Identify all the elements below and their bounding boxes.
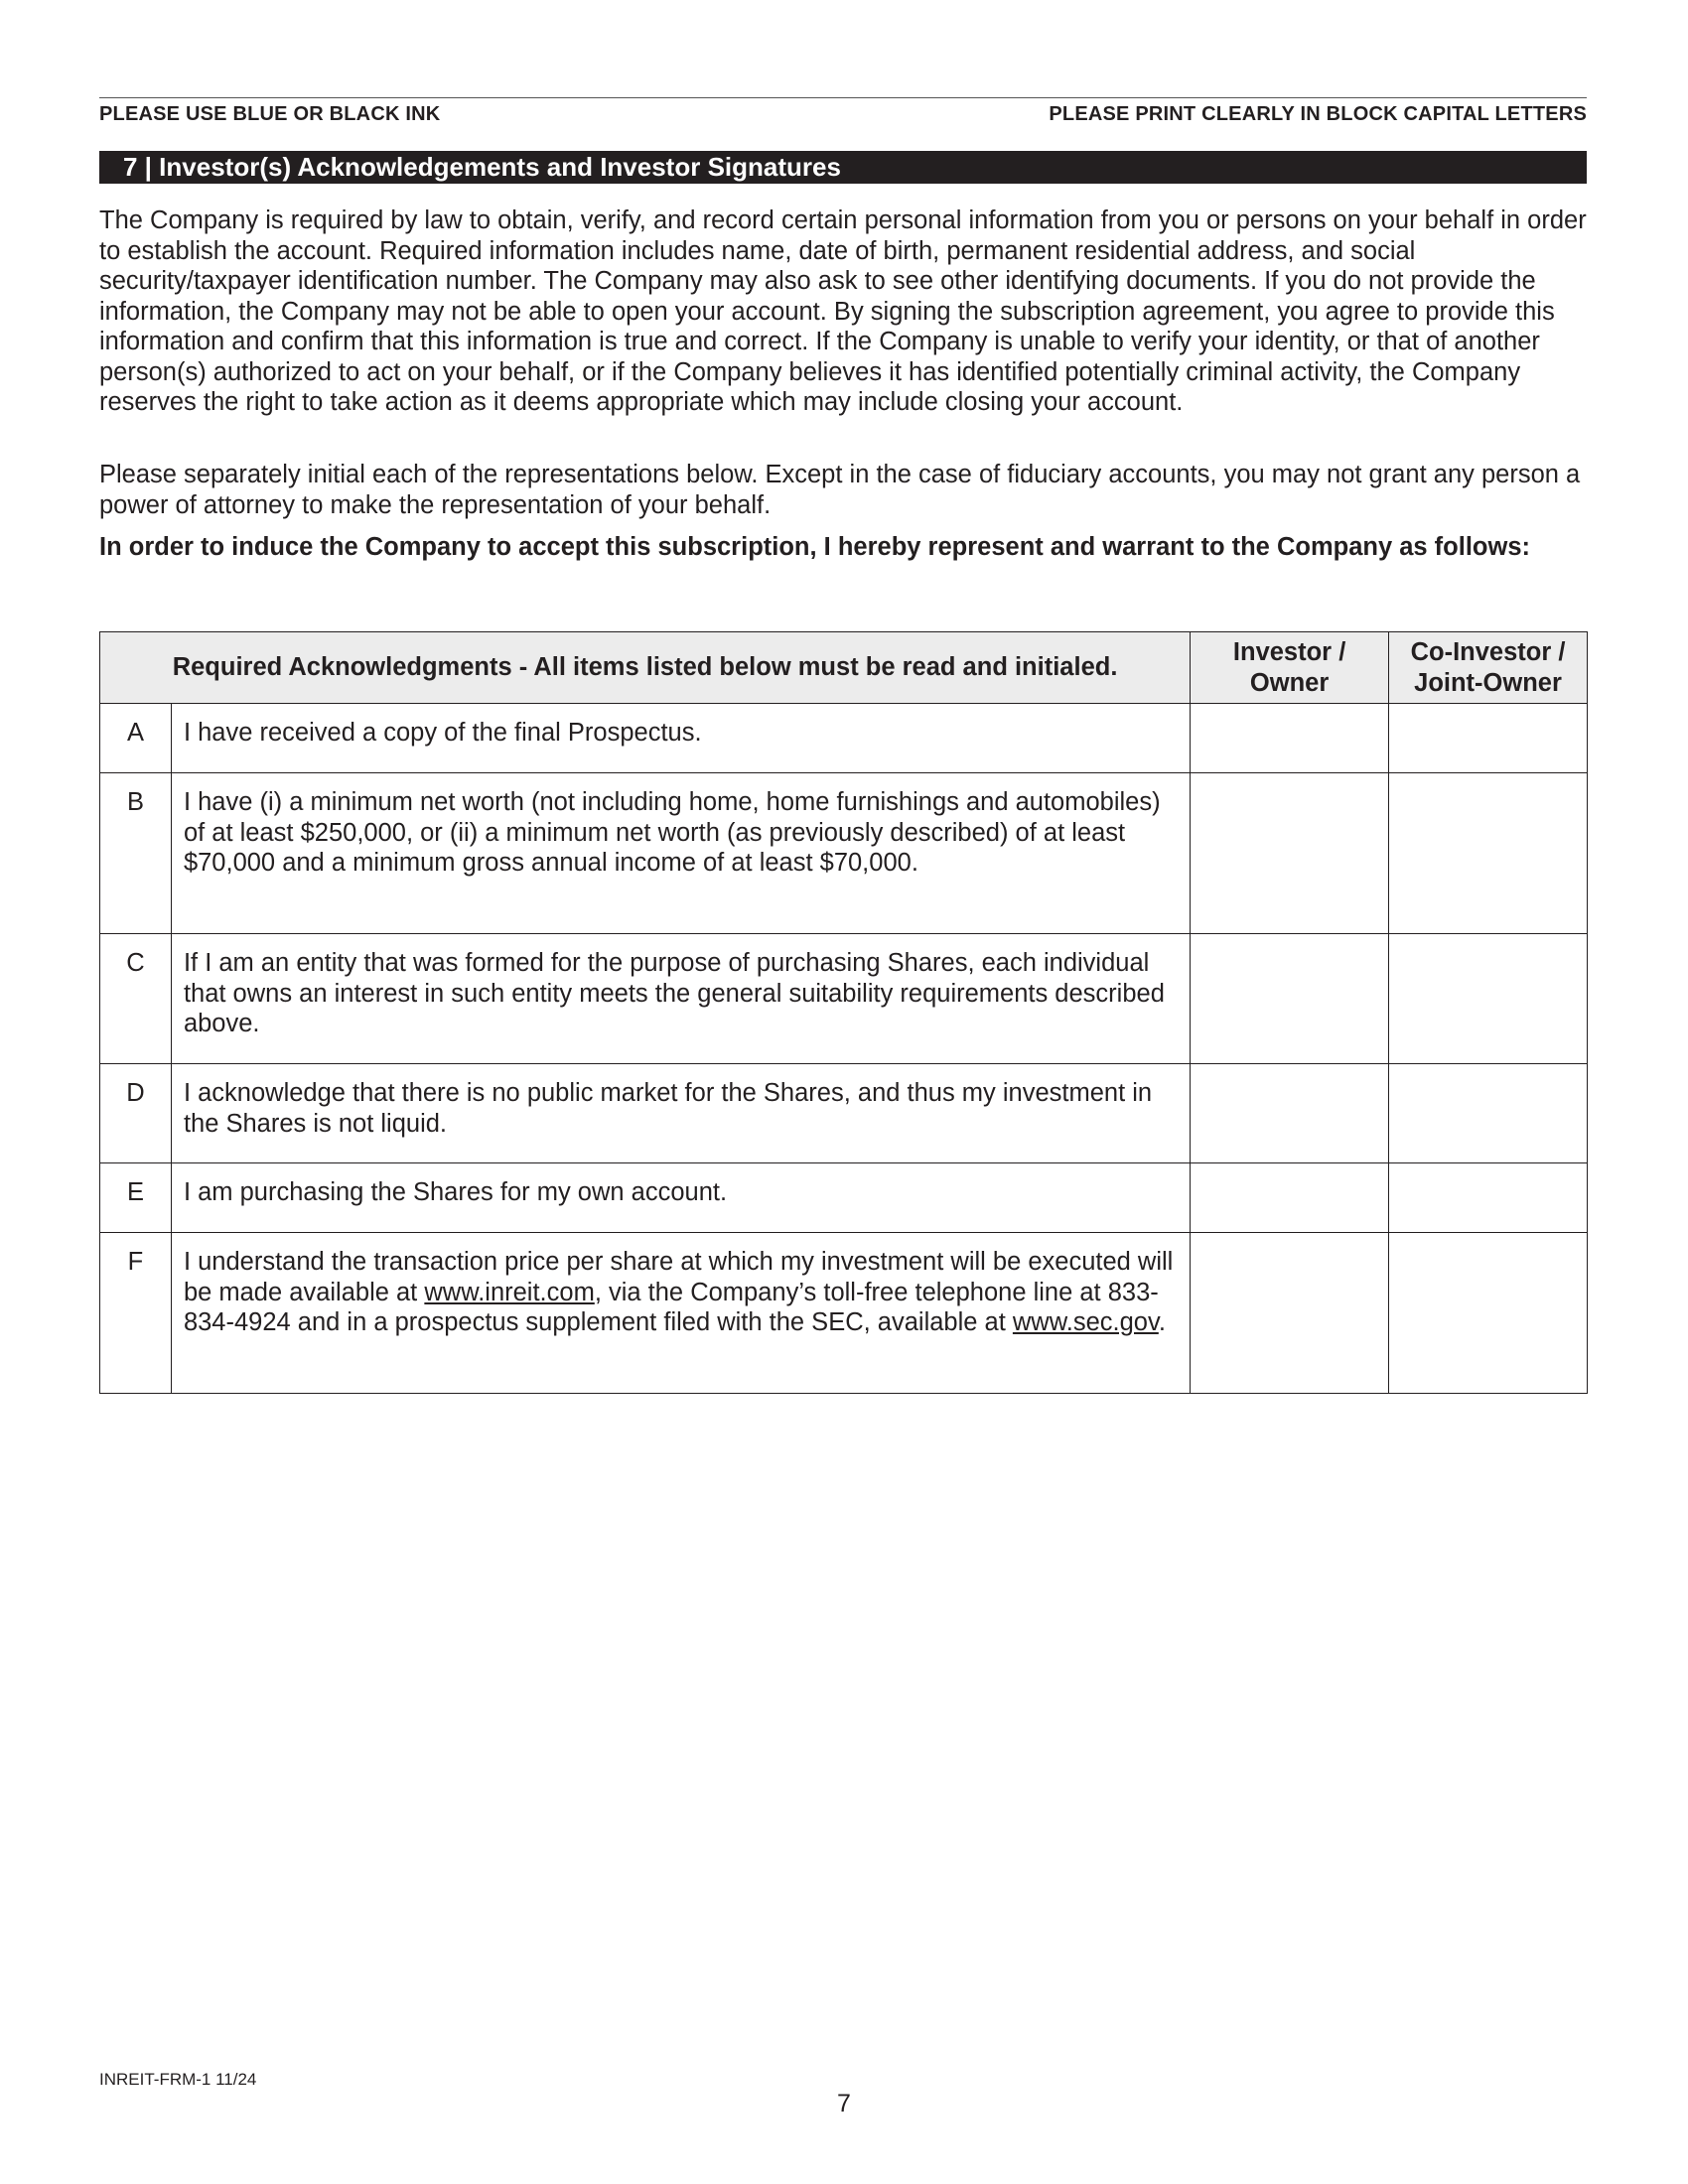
table-row xyxy=(100,704,1588,773)
row-text-part: , via the Company’s toll-free telephone line at 833-834-4924 and in a prospectus supplement filed with the SEC, available at xyxy=(183,1278,1159,1336)
table-header-row xyxy=(100,632,1588,704)
table-row xyxy=(100,1064,1588,1163)
investor-initial-field[interactable] xyxy=(1191,1064,1389,1163)
row-letter: C xyxy=(100,934,172,1064)
coinvestor-initial-field[interactable] xyxy=(1389,1163,1588,1233)
row-text: I have (i) a minimum net worth (not including home, home furnishings and automobiles) of at least $250,000, or (ii) a minimum net worth (as previously described) of at least $70,000 and a minimum gross annual income of at least $70,000. xyxy=(171,773,1190,934)
row-text xyxy=(171,1233,1190,1394)
table-row xyxy=(100,1233,1588,1394)
page-number: 7 xyxy=(837,2090,851,2117)
header-required-acknowledgments: Required Acknowledgments - All items listed below must be read and initialed. xyxy=(100,632,1191,704)
header-investor-owner: Investor / Owner xyxy=(1191,632,1389,704)
table-row xyxy=(100,934,1588,1064)
row-letter: F xyxy=(100,1233,172,1394)
coinvestor-initial-field[interactable] xyxy=(1389,934,1588,1064)
table-row xyxy=(100,773,1588,934)
print-instruction: PLEASE PRINT CLEARLY IN BLOCK CAPITAL LETTERS xyxy=(1049,103,1587,125)
acknowledgments-table xyxy=(99,631,1588,1394)
row-letter: E xyxy=(100,1163,172,1233)
row-text-part: . xyxy=(1158,1308,1166,1336)
row-text: I acknowledge that there is no public market for the Shares, and thus my investment in the Shares is not liquid. xyxy=(171,1064,1190,1163)
sec-link[interactable]: www.sec.gov xyxy=(1012,1308,1159,1336)
coinvestor-initial-field[interactable] xyxy=(1389,773,1588,934)
investor-initial-field[interactable] xyxy=(1191,1233,1389,1394)
row-letter: B xyxy=(100,773,172,934)
coinvestor-initial-field[interactable] xyxy=(1389,704,1588,773)
row-text: If I am an entity that was formed for the purpose of purchasing Shares, each individual that owns an interest in such entity meets the general suitability requirements described above. xyxy=(171,934,1190,1064)
investor-initial-field[interactable] xyxy=(1191,934,1389,1064)
row-letter: A xyxy=(100,704,172,773)
investor-initial-field[interactable] xyxy=(1191,773,1389,934)
coinvestor-initial-field[interactable] xyxy=(1389,1233,1588,1394)
top-rule xyxy=(99,97,1587,98)
row-text-part: I understand the transaction price per share at which my investment will be executed will be made available at xyxy=(183,1248,1174,1306)
representation-statement: In order to induce the Company to accept this subscription, I hereby represent and warrant to the Company as follows: xyxy=(99,533,1530,561)
intro-paragraph: The Company is required by law to obtain, verify, and record certain personal information from you or persons on your behalf in order to establish the account. Required information includes name, date of birth, permanent residential address, and social security/taxpayer identification number. The Company may also ask to see other identifying documents. If you do not provide the information, the Company may not be able to open your account. By signing the subscription agreement, you agree to provide this information and confirm that this information is true and correct. If the Company is unable to verify your identity, or that of another person(s) authorized to act on your behalf, or if the Company believes it has identified potentially criminal activity, the Company reserves the right to take action as it deems appropriate which may include closing your account. xyxy=(99,206,1587,416)
investor-initial-field[interactable] xyxy=(1191,704,1389,773)
form-id: INREIT-FRM-1 11/24 xyxy=(99,2070,257,2089)
row-text: I have received a copy of the final Prospectus. xyxy=(171,704,1190,773)
row-text: I am purchasing the Shares for my own account. xyxy=(171,1163,1190,1233)
row-letter: D xyxy=(100,1064,172,1163)
investor-initial-field[interactable] xyxy=(1191,1163,1389,1233)
table-row xyxy=(100,1163,1588,1233)
inreit-link[interactable]: www.inreit.com xyxy=(424,1278,595,1306)
initial-instruction-paragraph: Please separately initial each of the representations below. Except in the case of fiduciary accounts, you may not grant any person a power of attorney to make the representation of your behalf. xyxy=(99,461,1581,519)
coinvestor-initial-field[interactable] xyxy=(1389,1064,1588,1163)
header-coinvestor-joint-owner: Co-Investor / Joint-Owner xyxy=(1389,632,1588,704)
ink-instruction: PLEASE USE BLUE OR BLACK INK xyxy=(99,103,441,125)
section-title: 7 | Investor(s) Acknowledgements and Investor Signatures xyxy=(99,151,1587,184)
